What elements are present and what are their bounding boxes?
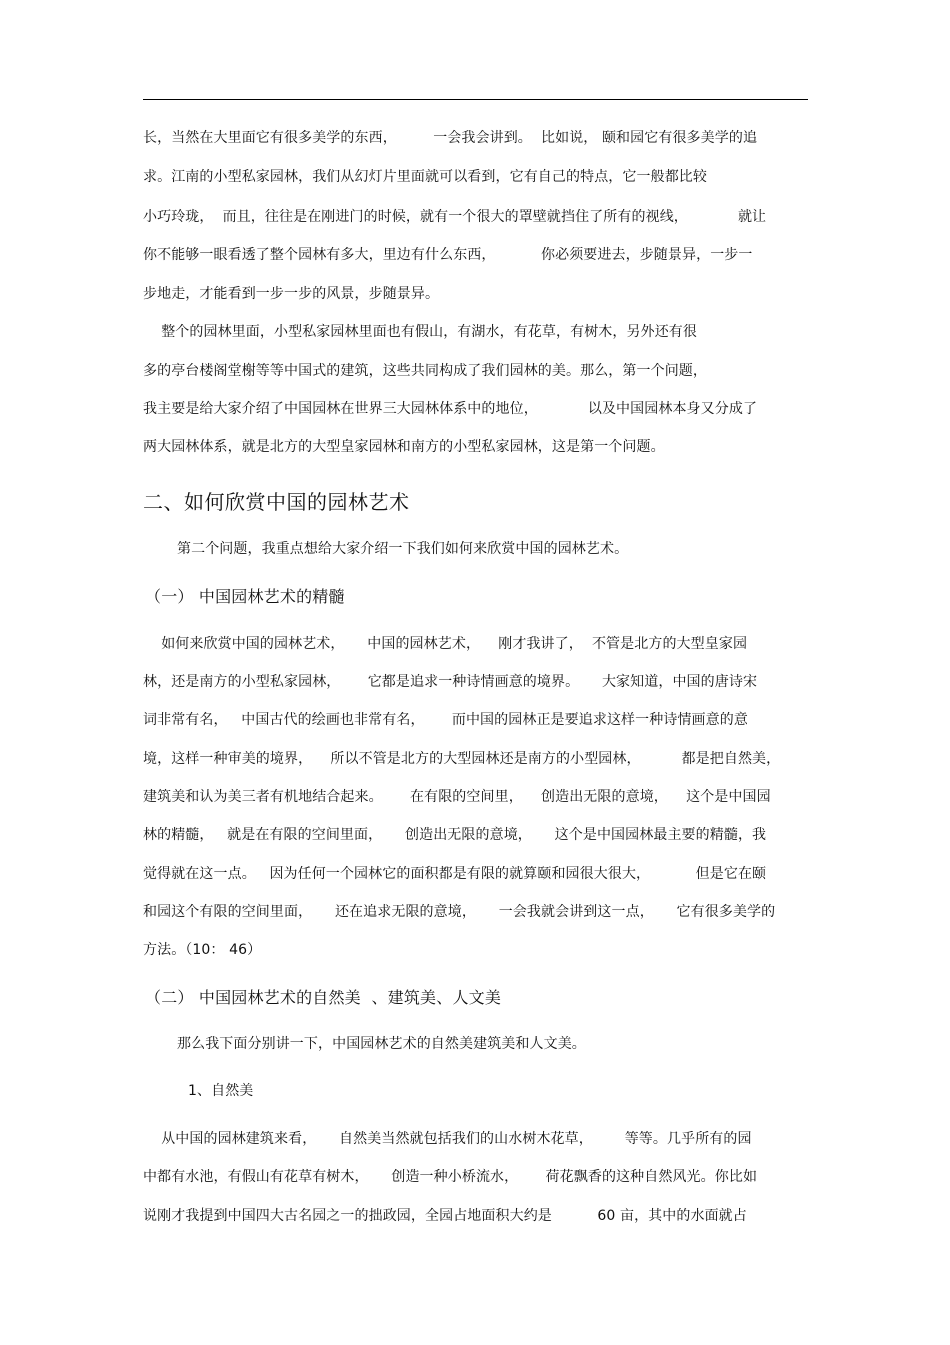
header-rule xyxy=(143,99,808,100)
body-line: 说刚才我提到中国四大古名园之一的拙政园，全园占地面积大约是 60 亩，其中的水面就占 xyxy=(143,1208,747,1224)
body-line: 你不能够一眼看透了整个园林有多大，里边有什么东西， 你必须要进去，步随景异，一步一 xyxy=(143,247,753,263)
body-line: 中都有水池，有假山有花草有树木， 创造一种小桥流水， 荷花飘香的这种自然风光。你比如 xyxy=(143,1169,758,1185)
body-line: 词非常有名， 中国古代的绘画也非常有名， 而中国的园林正是要追求这样一种诗情画意的意 xyxy=(143,712,748,728)
body-line: 林，还是南方的小型私家园林， 它都是追求一种诗情画意的境界。 大家知道，中国的唐诗宋 xyxy=(143,674,758,690)
item-heading: 1、自然美 xyxy=(188,1083,254,1099)
body-line: 如何来欣赏中国的园林艺术， 中国的园林艺术， 刚才我讲了， 不管是北方的大型皇家园 xyxy=(143,636,748,652)
body-line: 从中国的园林建筑来看， 自然美当然就包括我们的山水树木花草， 等等。几乎所有的园 xyxy=(143,1131,752,1147)
subsection-heading: （二） 中国园林艺术的自然美 、建筑美、人文美 xyxy=(145,988,502,1007)
subsection-heading: （一） 中国园林艺术的精髓 xyxy=(145,587,345,606)
section-heading: 二、如何欣赏中国的园林艺术 xyxy=(143,490,410,514)
body-line: 和园这个有限的空间里面， 还在追求无限的意境， 一会我就会讲到这一点， 它有很多美学的 xyxy=(143,904,776,920)
body-line: 小巧玲珑， 而且，往往是在刚进门的时候，就有一个很大的罩壁就挡住了所有的视线， 就让 xyxy=(143,209,767,225)
body-line: 觉得就在这一点。 因为任何一个园林它的面积都是有限的就算颐和园很大很大， 但是它在颐 xyxy=(143,866,767,882)
body-line: 方法。（10： 46） xyxy=(143,942,262,958)
body-line: 求。江南的小型私家园林，我们从幻灯片里面就可以看到，它有自己的特点，它一般都比较 xyxy=(143,169,707,185)
body-line: 建筑美和认为美三者有机地结合起来。 在有限的空间里， 创造出无限的意境， 这个是中国园 xyxy=(143,789,771,805)
body-line: 我主要是给大家介绍了中国园林在世界三大园林体系中的地位， 以及中国园林本身又分成了 xyxy=(143,401,758,417)
body-line: 长，当然在大里面它有很多美学的东西， 一会我会讲到。 比如说， 颐和园它有很多美学的追 xyxy=(143,130,758,146)
body-line: 林的精髓， 就是在有限的空间里面， 创造出无限的意境， 这个是中国园林最主要的精髓，我 xyxy=(143,827,767,843)
body-line: 两大园林体系，就是北方的大型皇家园林和南方的小型私家园林，这是第一个问题。 xyxy=(143,439,665,455)
body-line: 多的亭台楼阁堂榭等等中国式的建筑，这些共同构成了我们园林的美。那么，第一个问题， xyxy=(143,363,707,379)
subsection-intro: 那么我下面分别讲一下，中国园林艺术的自然美建筑美和人文美。 xyxy=(177,1036,586,1052)
body-line: 步地走，才能看到一步一步的风景，步随景异。 xyxy=(143,286,440,302)
body-line: 整个的园林里面，小型私家园林里面也有假山，有湖水，有花草，有树木，另外还有很 xyxy=(143,324,697,340)
section-intro: 第二个问题，我重点想给大家介绍一下我们如何来欣赏中国的园林艺术。 xyxy=(177,541,629,557)
body-line: 境，这样一种审美的境界， 所以不管是北方的大型园林还是南方的小型园林， 都是把自然美， xyxy=(143,751,781,767)
